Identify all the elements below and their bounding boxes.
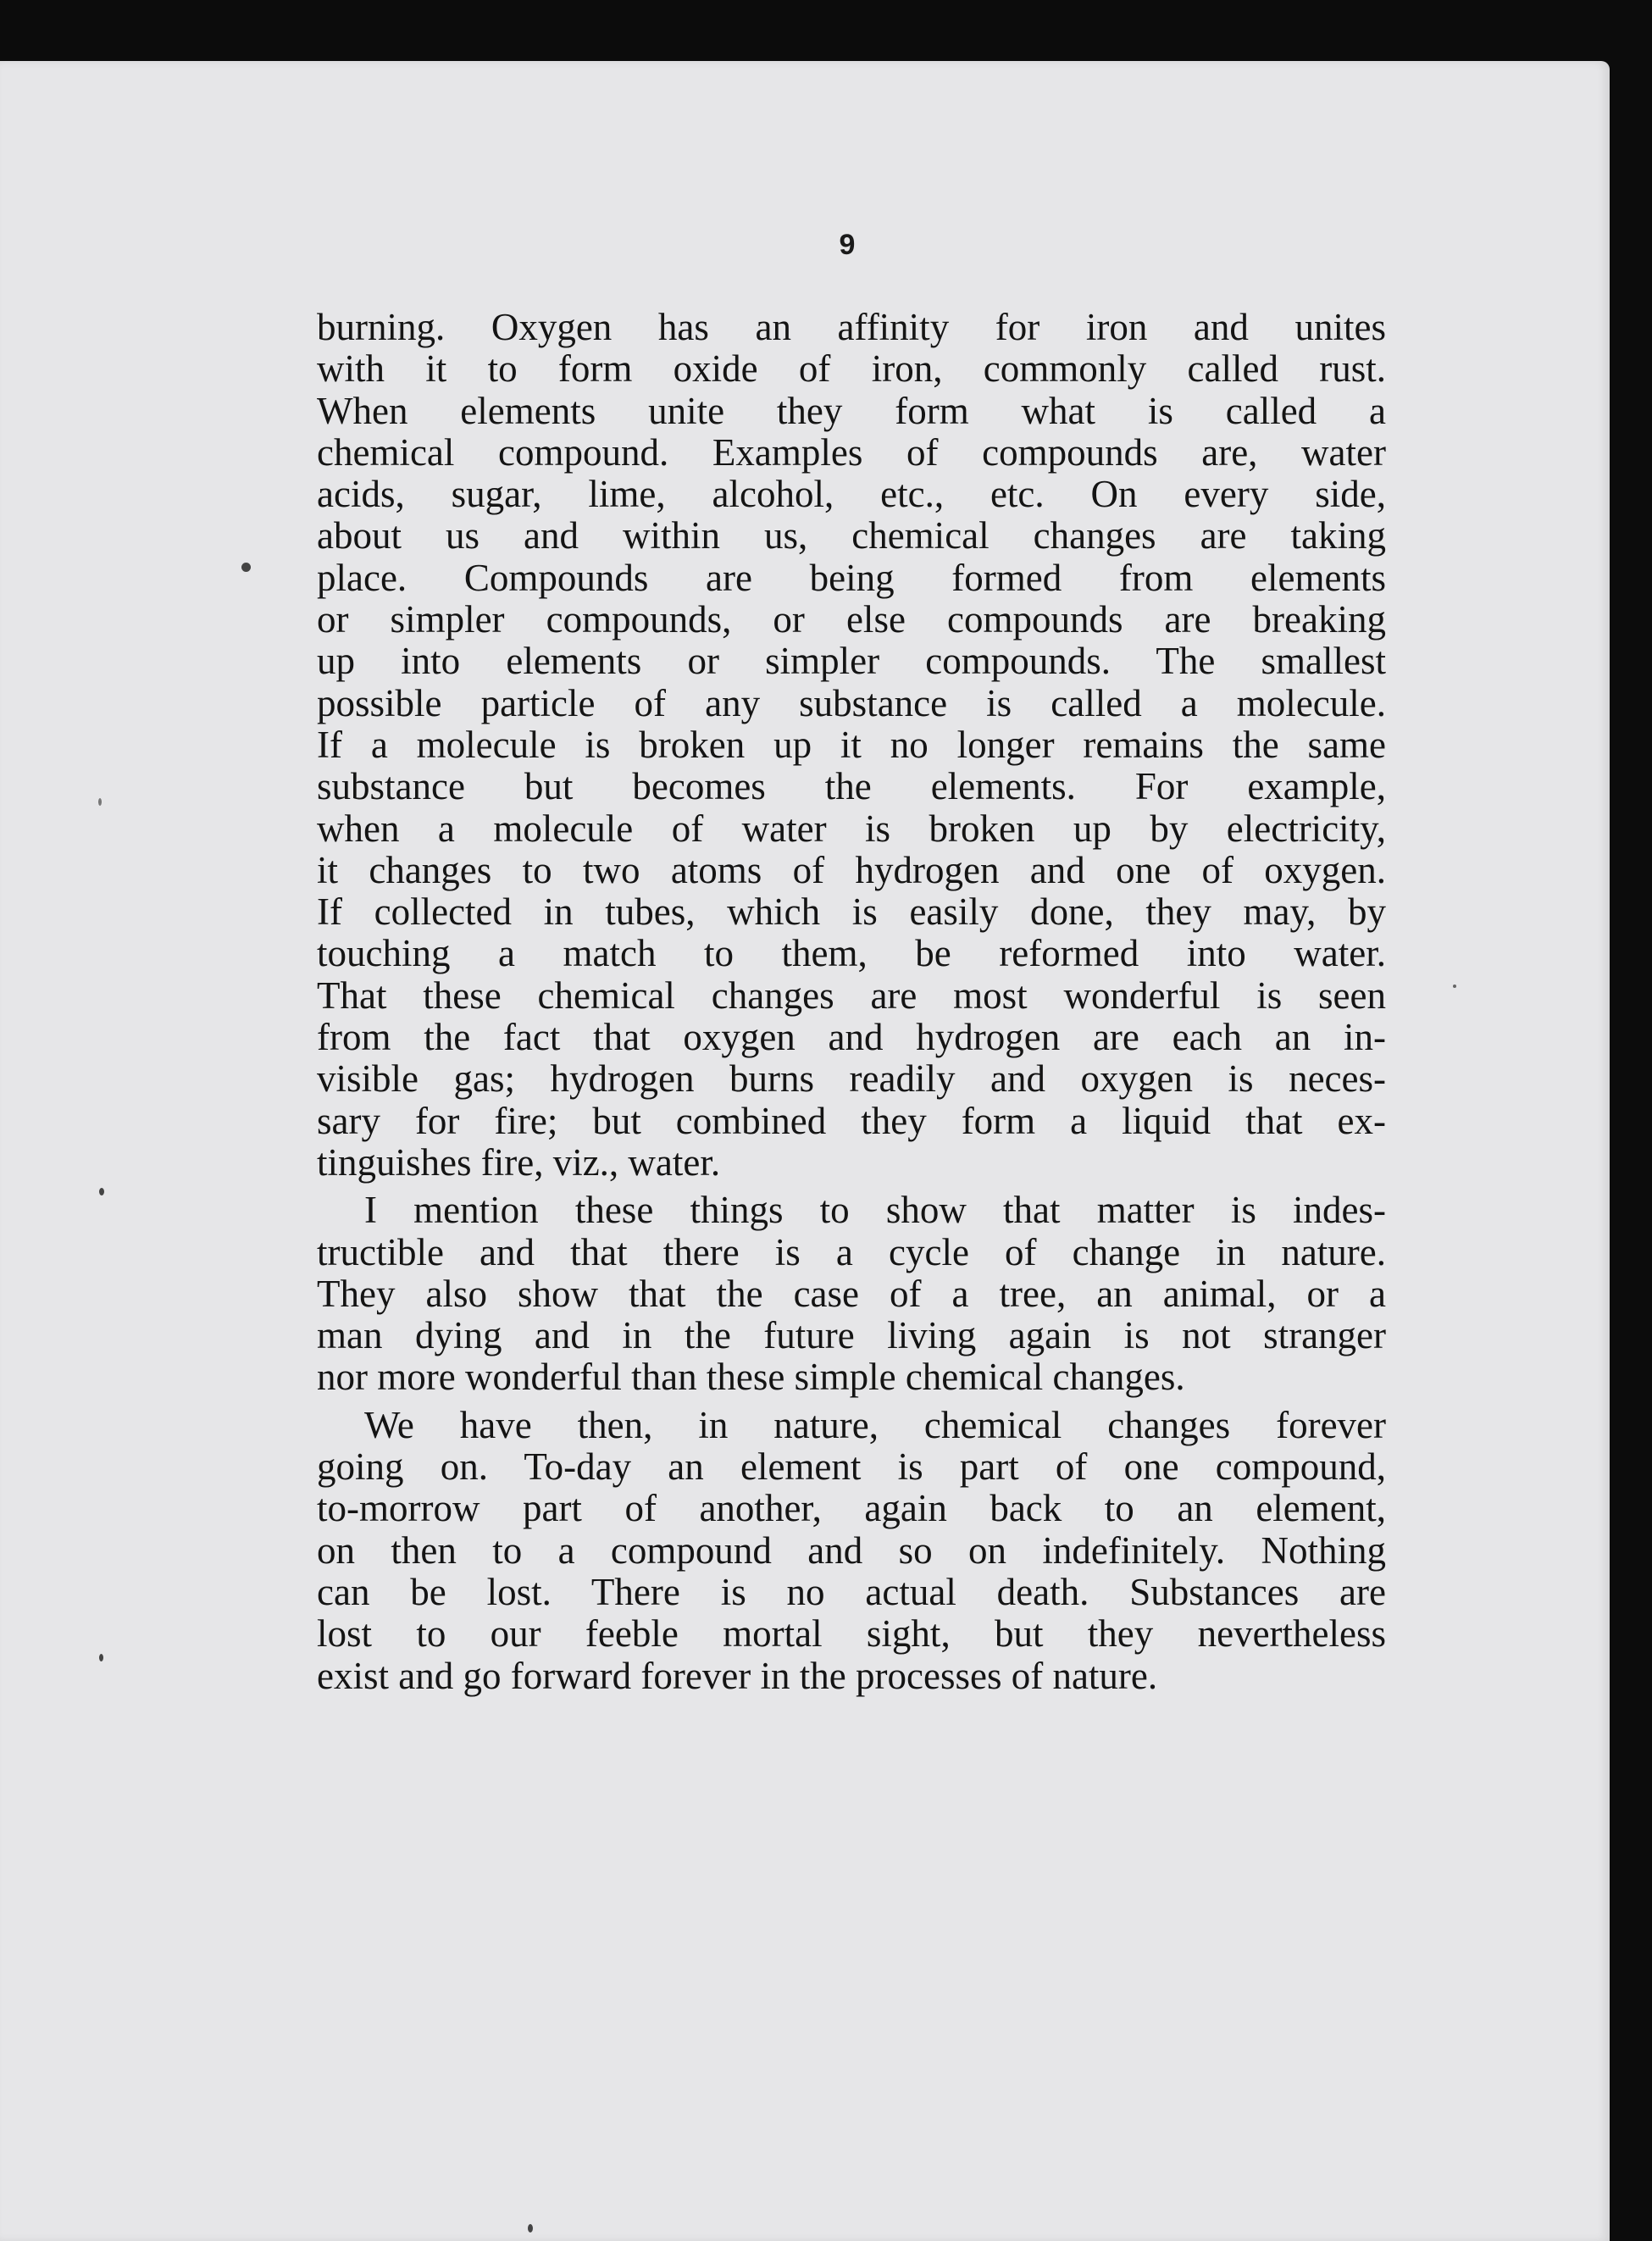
scan-speck — [99, 1188, 104, 1195]
text-line: with it to form oxide of iron, commonly called rust. — [317, 347, 1386, 391]
text-line: it changes to two atoms of hydrogen and one of oxygen. — [317, 848, 1386, 891]
paragraph-3 — [317, 1405, 1386, 1697]
text-line: If collected in tubes, which is easily done, they may, by — [317, 890, 1386, 934]
text-line: touching a match to them, be reformed into water. — [317, 932, 1386, 975]
body-text — [317, 307, 1386, 1697]
text-line: tructible and that there is a cycle of change in nature. — [317, 1230, 1386, 1273]
text-line: substance but becomes the elements. For example, — [317, 765, 1386, 808]
text-line: acids, sugar, lime, alcohol, etc., etc. On every side, — [317, 473, 1386, 516]
text-line: chemical compound. Examples of compounds are, water — [317, 430, 1386, 474]
text-line: place. Compounds are being formed from elements — [317, 556, 1386, 599]
text-line: I mention these things to show that matter is indes- — [364, 1189, 1386, 1232]
text-line: If a molecule is broken up it no longer remains the same — [317, 723, 1386, 766]
text-line: sary for fire; but combined they form a liquid that ex- — [317, 1099, 1386, 1142]
scan-speck — [528, 2224, 533, 2233]
paragraph-2 — [317, 1190, 1386, 1398]
page-number: 9 — [839, 229, 856, 261]
text-line: burning. Oxygen has an affinity for iron and unites — [317, 306, 1386, 348]
text-line: from the fact that oxygen and hydrogen are each an in- — [317, 1016, 1386, 1059]
scan-speck — [1453, 985, 1456, 988]
scan-speck — [98, 798, 102, 806]
text-line: man dying and in the future living again is not stranger — [317, 1314, 1386, 1357]
text-line: when a molecule of water is broken up by electricity, — [317, 807, 1386, 850]
text-line: or simpler compounds, or else compounds are breaking — [317, 598, 1386, 641]
text-line: to-morrow part of another, again back to an element, — [317, 1487, 1386, 1530]
scan-speck — [241, 563, 251, 572]
scan-speck — [99, 1654, 103, 1661]
text-line: can be lost. There is no actual death. Substances are — [317, 1570, 1386, 1613]
text-line: visible gas; hydrogen burns readily and oxygen is neces- — [317, 1057, 1386, 1101]
text-line: When elements unite they form what is called a — [317, 389, 1386, 432]
paragraph-1 — [317, 307, 1386, 1184]
text-line: about us and within us, chemical changes are taking — [317, 514, 1386, 557]
text-line: We have then, in nature, chemical changes forever — [364, 1403, 1386, 1446]
text-line: going on. To-day an element is part of one compound, — [317, 1445, 1386, 1489]
text-line: exist and go forward forever in the processes of nature. — [317, 1654, 1158, 1697]
text-line: up into elements or simpler compounds. The smallest — [317, 640, 1386, 683]
text-line: possible particle of any substance is called a molecule. — [317, 681, 1386, 724]
text-line: on then to a compound and so on indefinitely. Nothing — [317, 1528, 1386, 1572]
text-line: They also show that the case of a tree, an animal, or a — [317, 1272, 1386, 1315]
text-line: nor more wonderful than these simple chemical changes. — [317, 1356, 1185, 1399]
book-page — [0, 61, 1610, 2241]
text-line: tinguishes fire, viz., water. — [317, 1140, 721, 1184]
text-line: lost to our feeble mortal sight, but they nevertheless — [317, 1612, 1386, 1656]
text-line: That these chemical changes are most wonderful is seen — [317, 974, 1386, 1017]
